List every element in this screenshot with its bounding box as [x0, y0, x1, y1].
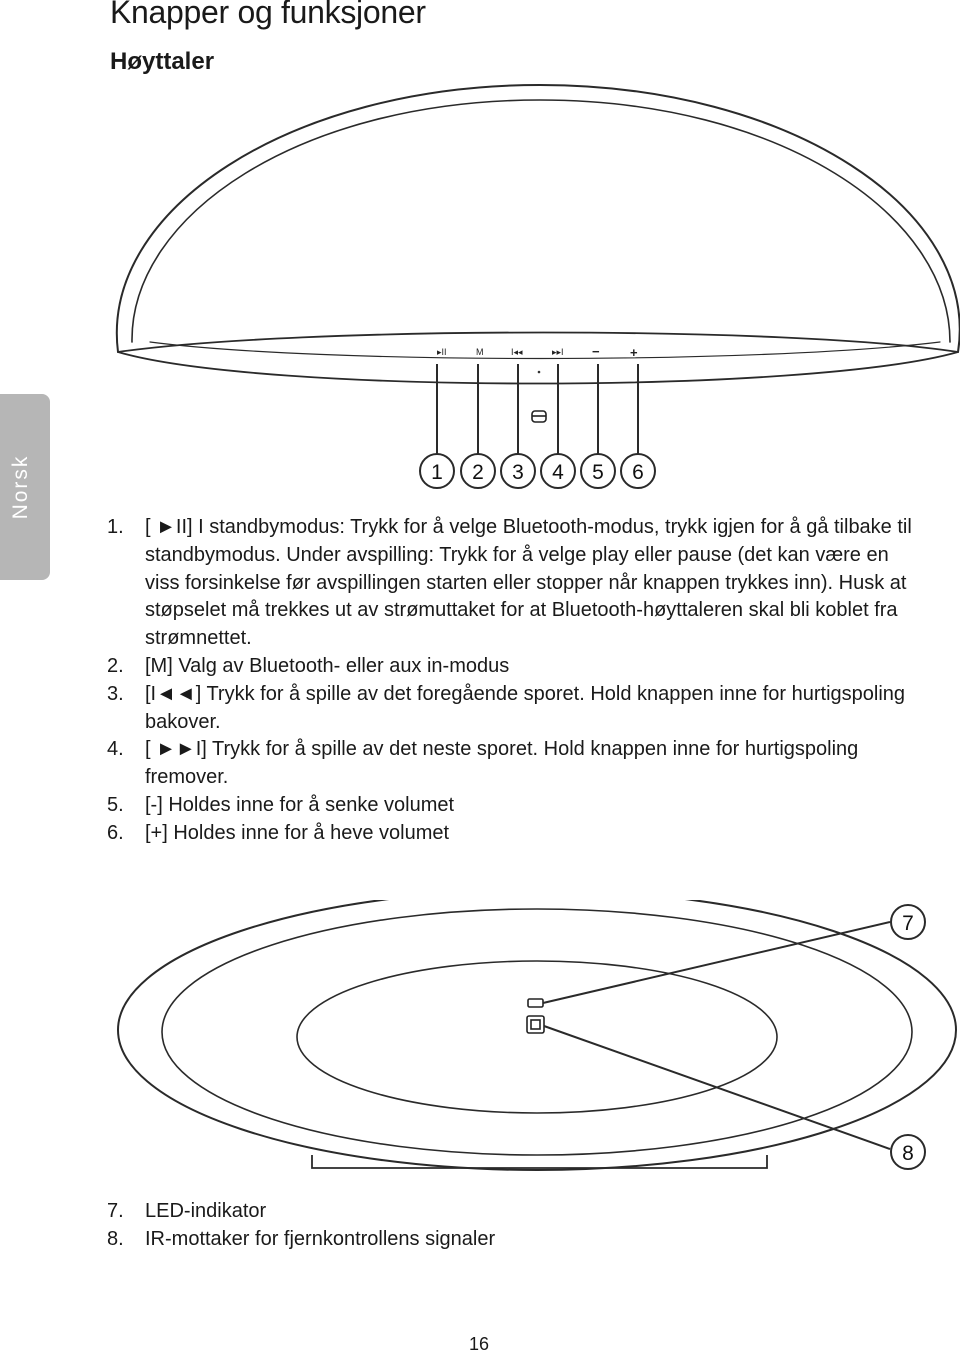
list-item: 1. [ ►II] I standbymodus: Trykk for å velge Bluetooth-modus, trykk igjen for å gå tilbake til standbymodus. Under avspilling: Trykk for å velge play eller pause (det kan være en viss forsinkelse før avspillingen starten eller stopper når knappen trykkes inn). Husk at støpselet må trekkes ut av strømuttaket for at Bluetooth-høyttaleren skal bli koblet fra strømnettet.	[107, 516, 912, 650]
function-list	[107, 514, 927, 848]
callout-1: 1	[431, 461, 443, 484]
callout-3: 3	[512, 461, 524, 484]
center-dot	[538, 371, 541, 374]
language-tab-label: Norsk	[9, 454, 32, 520]
list-item: 4. [ ►►I] Trykk for å spille av det neste sporet. Hold knappen inne for hurtigspoling fremover.	[107, 738, 859, 789]
mode-button-label: M	[476, 347, 484, 357]
speaker-rim-lower	[118, 352, 958, 384]
callout-5: 5	[592, 461, 604, 484]
led-indicator	[528, 999, 543, 1007]
callout-2: 2	[472, 461, 484, 484]
callout-4: 4	[552, 461, 564, 484]
list-item: 8. IR-mottaker for fjernkontrollens signaler	[107, 1227, 496, 1250]
page-number: 16	[468, 1334, 490, 1354]
volume-up-button-label: +	[630, 345, 638, 360]
speaker-front-illustration	[0, 0, 960, 500]
speaker-rim-upper	[118, 333, 958, 353]
speaker-top-illustration	[0, 900, 960, 1200]
ir-port-icon	[532, 411, 546, 422]
callout-7: 7	[902, 912, 914, 935]
leader-line-8	[544, 1026, 890, 1149]
next-button-label: ▸▸I	[552, 347, 564, 357]
speaker-outer-outline	[117, 85, 960, 352]
callout-6: 6	[632, 461, 644, 484]
list-item: 5. [-] Holdes inne for å senke volumet	[107, 793, 455, 816]
play-pause-button-label: ▸II	[437, 347, 447, 357]
callout-8: 8	[902, 1142, 914, 1165]
section-subtitle: Høyttaler	[110, 48, 215, 75]
speaker-rim-inner	[150, 342, 940, 359]
indicator-list	[107, 1198, 927, 1254]
list-item: 2. [M] Valg av Bluetooth- eller aux in-modus	[107, 654, 510, 677]
volume-down-button-label: −	[592, 344, 600, 359]
list-item: 6. [+] Holdes inne for å heve volumet	[107, 821, 450, 844]
list-item: 3. [I◄◄] Trykk for å spille av det foregående sporet. Hold knappen inne for hurtigspoling bakover.	[107, 682, 906, 733]
previous-button-label: I◂◂	[511, 347, 523, 357]
speaker-top-inner-ellipse	[162, 909, 912, 1155]
speaker-top-center-ellipse	[297, 961, 777, 1113]
ir-receiver	[527, 1016, 544, 1033]
page-title: Knapper og funksjoner	[110, 0, 426, 30]
speaker-top-outer-ellipse	[118, 900, 956, 1170]
speaker-inner-outline	[132, 100, 950, 342]
list-item: 7. LED-indikator	[107, 1200, 267, 1222]
speaker-base	[312, 1155, 767, 1168]
